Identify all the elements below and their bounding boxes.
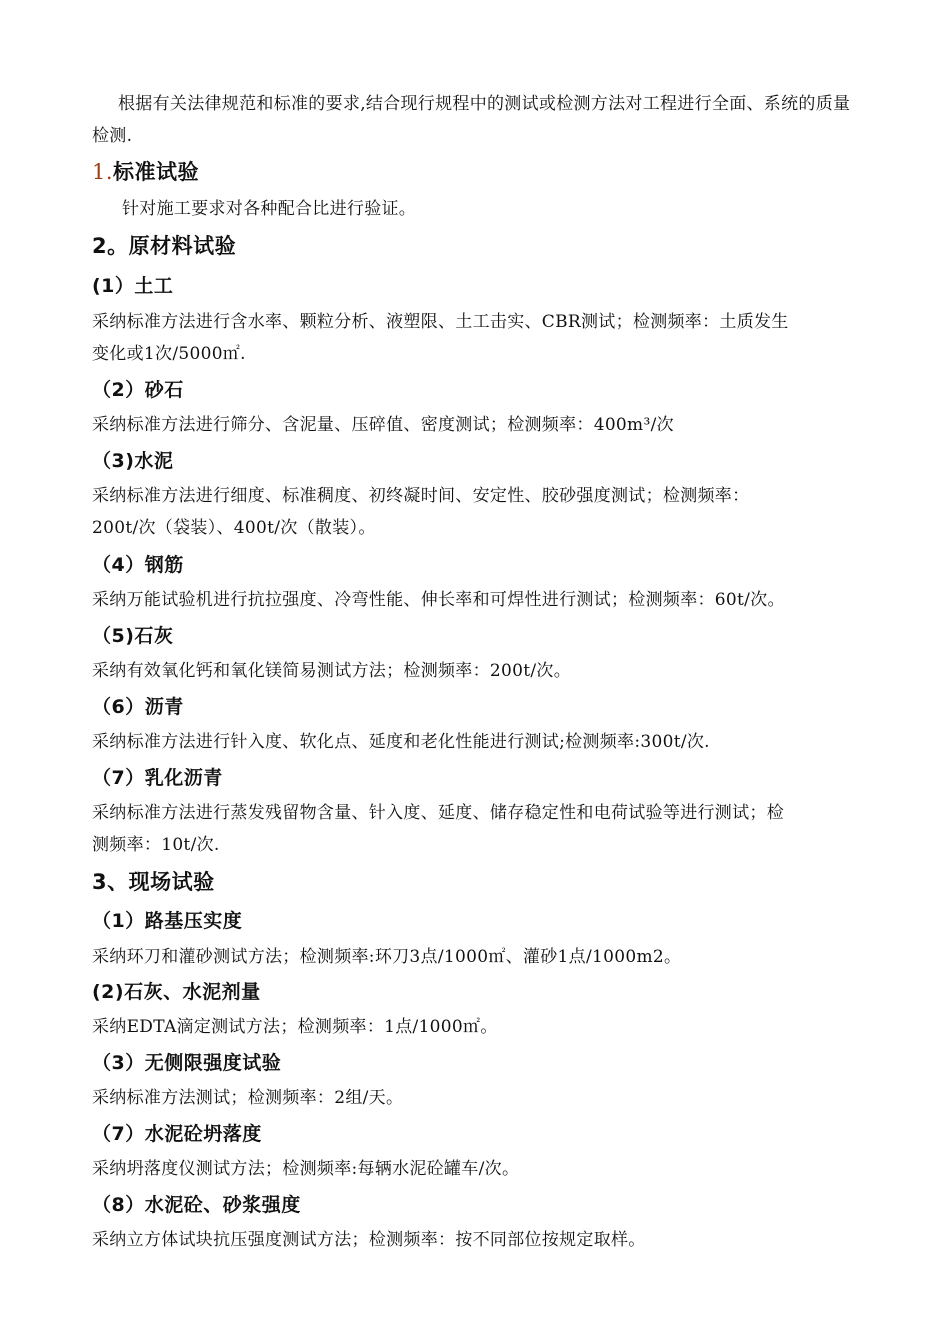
item-text-slump: 采纳坍落度仪测试方法；检测频率:每辆水泥砼罐车/次。 <box>92 1159 520 1179</box>
item-heading-concrete-mortar-strength: （8）水泥砼、砂浆强度 <box>92 1194 301 1216</box>
item-text-lime-cement-dosage: 采纳EDTA滴定测试方法；检测频率：1点/1000㎡。 <box>92 1017 498 1037</box>
item-heading-soil: (1）土工 <box>92 275 174 297</box>
item-text-compaction: 采纳环刀和灌砂测试方法；检测频率:环刀3点/1000㎡、灌砂1点/1000m2。 <box>92 947 682 967</box>
item-text-soil-line2: 变化或1次/5000㎡. <box>92 344 246 364</box>
item-text-soil-line1: 采纳标准方法进行含水率、颗粒分析、液塑限、土工击实、CBR测试；检测频率：土质发生 <box>92 312 789 332</box>
item-heading-slump: （7）水泥砼坍落度 <box>92 1123 262 1145</box>
section-1-title: 标准试验 <box>113 160 200 184</box>
section-1-heading <box>92 156 867 188</box>
item-heading-emulsified-asphalt: （7）乳化沥青 <box>92 767 223 789</box>
section-2-heading: 2。原材料试验 <box>92 234 237 258</box>
item-text-asphalt: 采纳标准方法进行针入度、软化点、延度和老化性能进行测试;检测频率:300t/次. <box>92 732 710 752</box>
item-heading-lime-cement-dosage: (2)石灰、水泥剂量 <box>92 981 261 1003</box>
item-heading-cement: （3)水泥 <box>92 450 174 472</box>
item-heading-rebar: （4）钢筋 <box>92 554 184 576</box>
item-heading-gravel: （2）砂石 <box>92 379 184 401</box>
item-heading-asphalt: （6）沥青 <box>92 696 184 718</box>
section-1-text: 针对施工要求对各种配合比进行验证。 <box>122 199 417 219</box>
item-text-emulsified-asphalt-line1: 采纳标准方法进行蒸发残留物含量、针入度、延度、储存稳定性和电荷试验等进行测试；检 <box>92 803 784 823</box>
item-heading-lime: （5)石灰 <box>92 625 174 647</box>
item-heading-compaction: （1）路基压实度 <box>92 910 243 932</box>
item-text-cement-line2: 200t/次（袋装）、400t/次（散装）。 <box>92 518 376 538</box>
item-text-unconfined-strength: 采纳标准方法测试；检测频率：2组/天。 <box>92 1088 404 1108</box>
item-text-emulsified-asphalt-line2: 测频率：10t/次. <box>92 835 220 855</box>
item-text-cement-line1: 采纳标准方法进行细度、标准稠度、初终凝时间、安定性、胶砂强度测试；检测频率： <box>92 486 750 506</box>
section-1-number: 1. <box>92 160 114 184</box>
item-text-gravel: 采纳标准方法进行筛分、含泥量、压碎值、密度测试；检测频率：400m³/次 <box>92 415 674 435</box>
intro-paragraph: 根据有关法律规范和标准的要求,结合现行规程中的测试或检测方法对工程进行全面、系统的质量检测. <box>92 94 851 146</box>
item-heading-unconfined-strength: （3）无侧限强度试验 <box>92 1052 282 1074</box>
item-text-rebar: 采纳万能试验机进行抗拉强度、冷弯性能、伸长率和可焊性进行测试；检测频率：60t/次。 <box>92 590 785 610</box>
section-3-heading: 3、现场试验 <box>92 870 215 894</box>
item-text-lime: 采纳有效氧化钙和氧化镁简易测试方法；检测频率：200t/次。 <box>92 661 572 681</box>
item-text-concrete-mortar-strength: 采纳立方体试块抗压强度测试方法；检测频率：按不同部位按规定取样。 <box>92 1230 646 1250</box>
